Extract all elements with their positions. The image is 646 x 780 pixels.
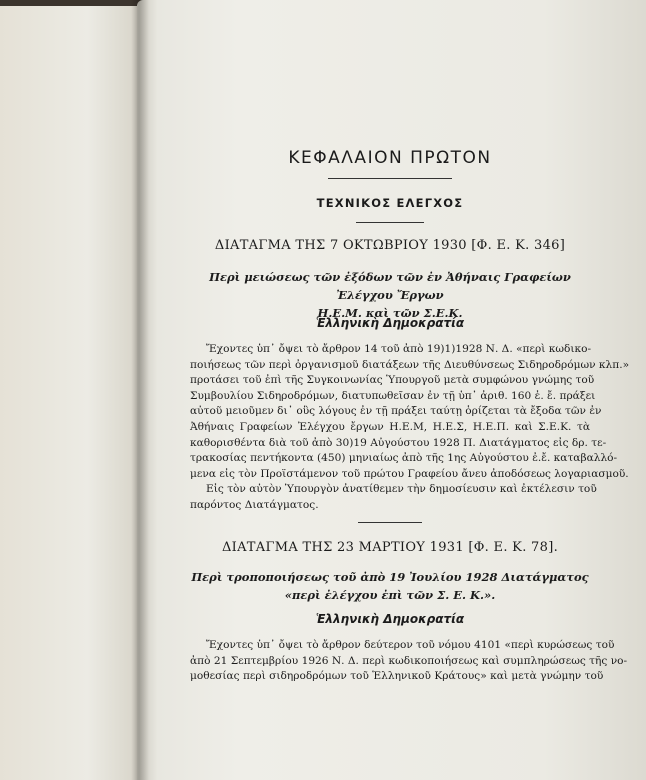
text-line: Συμβουλίου Σιδηροδρόμων, διατυπωθεῖσαν ἐν τῇ ὑπ᾿ ἀριθ. 160 ἐ. ἔ. πράξει	[190, 389, 596, 402]
republic-heading: Ἑλληνικὴ Δημοκρατία	[315, 612, 465, 626]
decree-body	[190, 342, 630, 514]
text-line: Ἔχοντες ὑπ᾿ ὄψει τὸ ἄρθρον δεύτερον τοῦ νόμου 4101 «περὶ κυρώσεως τοῦ	[206, 639, 615, 651]
text-line: Ἀθήναις Γραφείων Ἐλέγχου ἔργων Η.Ε.Μ, Η.Ε.Σ, Η.Ε.Π. καὶ Σ.Ε.Κ. τὰ	[190, 420, 590, 433]
text-line: Ἔχοντες ὑπ᾿ ὄψει τὸ ἄρθρον 14 τοῦ ἀπὸ 19)1)1928 Ν. Δ. «περὶ κωδικο-	[206, 343, 592, 355]
decree-body	[190, 638, 628, 685]
text-line: καθορισθέντα διὰ τοῦ ἀπὸ 30)19 Αὐγούστου 1928 Π. Διατάγματος εἰς δρ. τε-	[190, 436, 607, 449]
text-line: αὐτοῦ μειοῦμεν δι᾿ οὓς λόγους ἐν τῇ πράξει ταύτῃ ὁρίζεται τὰ ἔξοδα τῶν ἐν	[190, 405, 602, 418]
text-line: τρακοσίας πεντήκοντα (450) μηνιαίως ἀπὸ τῆς 1ης Αὐγούστου ἐ.ἔ. καταβαλλό-	[190, 452, 618, 465]
divider	[358, 522, 422, 523]
divider	[328, 178, 452, 179]
decree-heading: ΔΙΑΤΑΓΜΑ ΤΗΣ 23 ΜΑΡΤΙΟΥ 1931 [Φ. Ε. Κ. 78].	[221, 540, 559, 555]
republic-heading: Ἑλληνικὴ Δημοκρατία	[315, 316, 465, 330]
text-line: παρόντος Διατάγματος.	[190, 498, 319, 511]
text-line: ποιήσεως τῶν περὶ ὀργανισμοῦ διατάξεων τῆς Διευθύνσεως Σιδηροδρόμων κλπ.»	[190, 358, 630, 371]
decree-subtitle-line: Η.Ε.Μ. καὶ τῶν Σ.Ε.Κ.	[317, 306, 463, 320]
text-line: Εἰς τὸν αὐτὸν Ὑπουργὸν ἀνατίθεμεν τὴν δημοσίευσιν καὶ ἐκτέλεσιν τοῦ	[206, 483, 597, 496]
left-page	[0, 6, 146, 780]
text-line: ἀπὸ 21 Σεπτεμβρίου 1926 Ν. Δ. περὶ κωδικοποιήσεως καὶ συμπληρώσεως τῆς νο-	[190, 654, 628, 667]
chapter-title: ΚΕΦΑΛΑΙΟΝ ΠΡΩΤΟΝ	[288, 148, 492, 168]
book-spine	[131, 0, 149, 780]
text-line: προτάσει τοῦ ἐπὶ τῆς Συγκοινωνίας Ὑπουργοῦ μετὰ συμφώνου γνώμης τοῦ	[190, 374, 595, 387]
decree-subtitle-line: Περὶ μειώσεως τῶν ἐξόδων τῶν ἐν Ἀθήναις Γραφείων Ἐλέγχου Ἔργων	[209, 270, 571, 302]
section-title: ΤΕΧΝΙΚΟΣ ΕΛΕΓΧΟΣ	[316, 196, 464, 210]
text-line: μενα εἰς τὸν Προϊστάμενον τοῦ πρώτου Γραφείου ἄνευ ἀποδόσεως λογαριασμοῦ.	[190, 467, 629, 480]
divider	[356, 222, 424, 223]
decree-heading: ΔΙΑΤΑΓΜΑ ΤΗΣ 7 ΟΚΤΩΒΡΙΟΥ 1930 [Φ. Ε. Κ. 346]	[214, 238, 566, 253]
decree-subtitle-line: «περὶ ἐλέγχου ἐπὶ τῶν Σ. Ε. Κ.».	[284, 588, 496, 602]
decree-subtitle	[190, 568, 590, 604]
text-line: μοθεσίας περὶ σιδηροδρόμων τοῦ Ἑλληνικοῦ Κράτους» καὶ μετὰ γνώμην τοῦ	[190, 670, 604, 683]
decree-subtitle-line: Περὶ τροποποιήσεως τοῦ ἀπὸ 19 Ἰουλίου 1928 Διατάγματος	[191, 570, 589, 584]
decree-subtitle	[190, 268, 590, 322]
